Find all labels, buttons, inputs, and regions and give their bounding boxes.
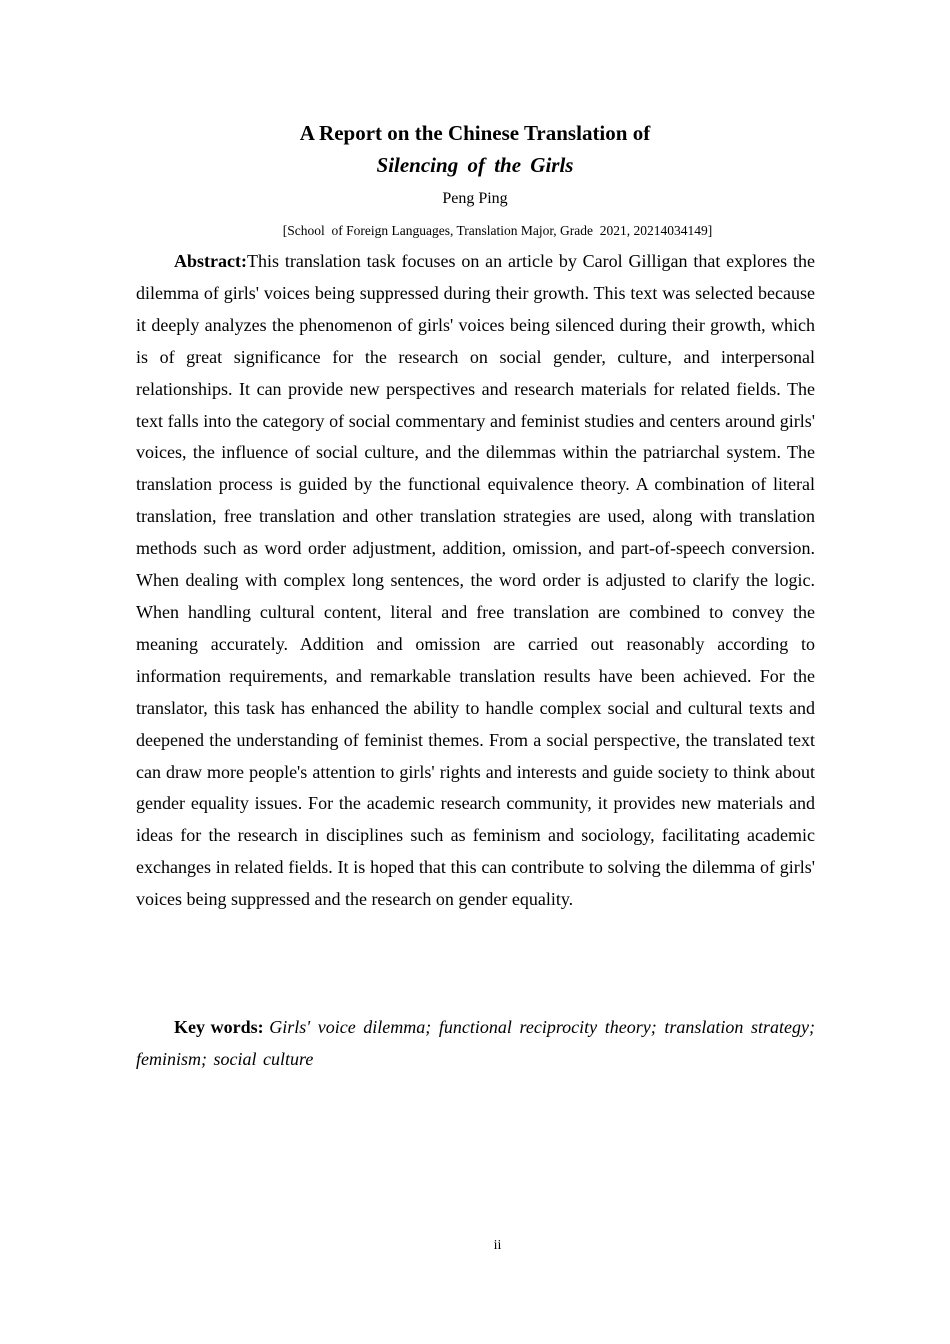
keywords-paragraph xyxy=(136,1012,815,1076)
paper-title: A Report on the Chinese Translation of xyxy=(299,121,651,145)
abstract-paragraph xyxy=(136,246,815,916)
author-affiliation: [School of Foreign Languages, Translation Major, Grade 2021, 20214034149] xyxy=(282,223,713,238)
author-name: Peng Ping xyxy=(442,190,508,207)
keywords-label: Key words: xyxy=(174,1017,264,1037)
page-number: ii xyxy=(493,1238,502,1253)
abstract-label: Abstract: xyxy=(174,251,247,271)
keywords-text: Girls' voice dilemma; functional reciprocity theory; translation strategy; feminism; social culture xyxy=(136,1017,815,1069)
abstract-text: This translation task focuses on an article by Carol Gilligan that explores the dilemma of girls' voices being suppressed during their growth. This text was selected because it deeply analyzes the phenomenon of girls' voices being silenced during their growth, which is of great significance for the research on social gender, culture, and interpersonal relationships. It can provide new perspectives and research materials for related fields. The text falls into the category of social commentary and feminist studies and centers around girls' voices, the influence of social culture, and the dilemmas within the patriarchal system. The translation process is guided by the functional equivalence theory. A combination of literal translation, free translation and other translation strategies are used, along with translation methods such as word order adjustment, addition, omission, and part-of-speech conversion. When dealing with complex long sentences, the word order is adjusted to clarify the logic. When handling cultural content, literal and free translation are combined to convey the meaning accurately. Addition and omission are carried out reasonably according to information requirements, and remarkable translation results have been achieved. For the translator, this task has enhanced the ability to handle complex social and cultural texts and deepened the understanding of feminist themes. From a social perspective, the translated text can draw more people's attention to girls' rights and interests and guide society to think about gender equality issues. For the academic research community, it provides new materials and ideas for the research in disciplines such as feminism and sociology, facilitating academic exchanges in related fields. It is hoped that this can contribute to solving the dilemma of girls' voices being suppressed and the research on gender equality. xyxy=(136,251,815,910)
paper-title-book-name: Silencing of the Girls xyxy=(376,153,574,177)
